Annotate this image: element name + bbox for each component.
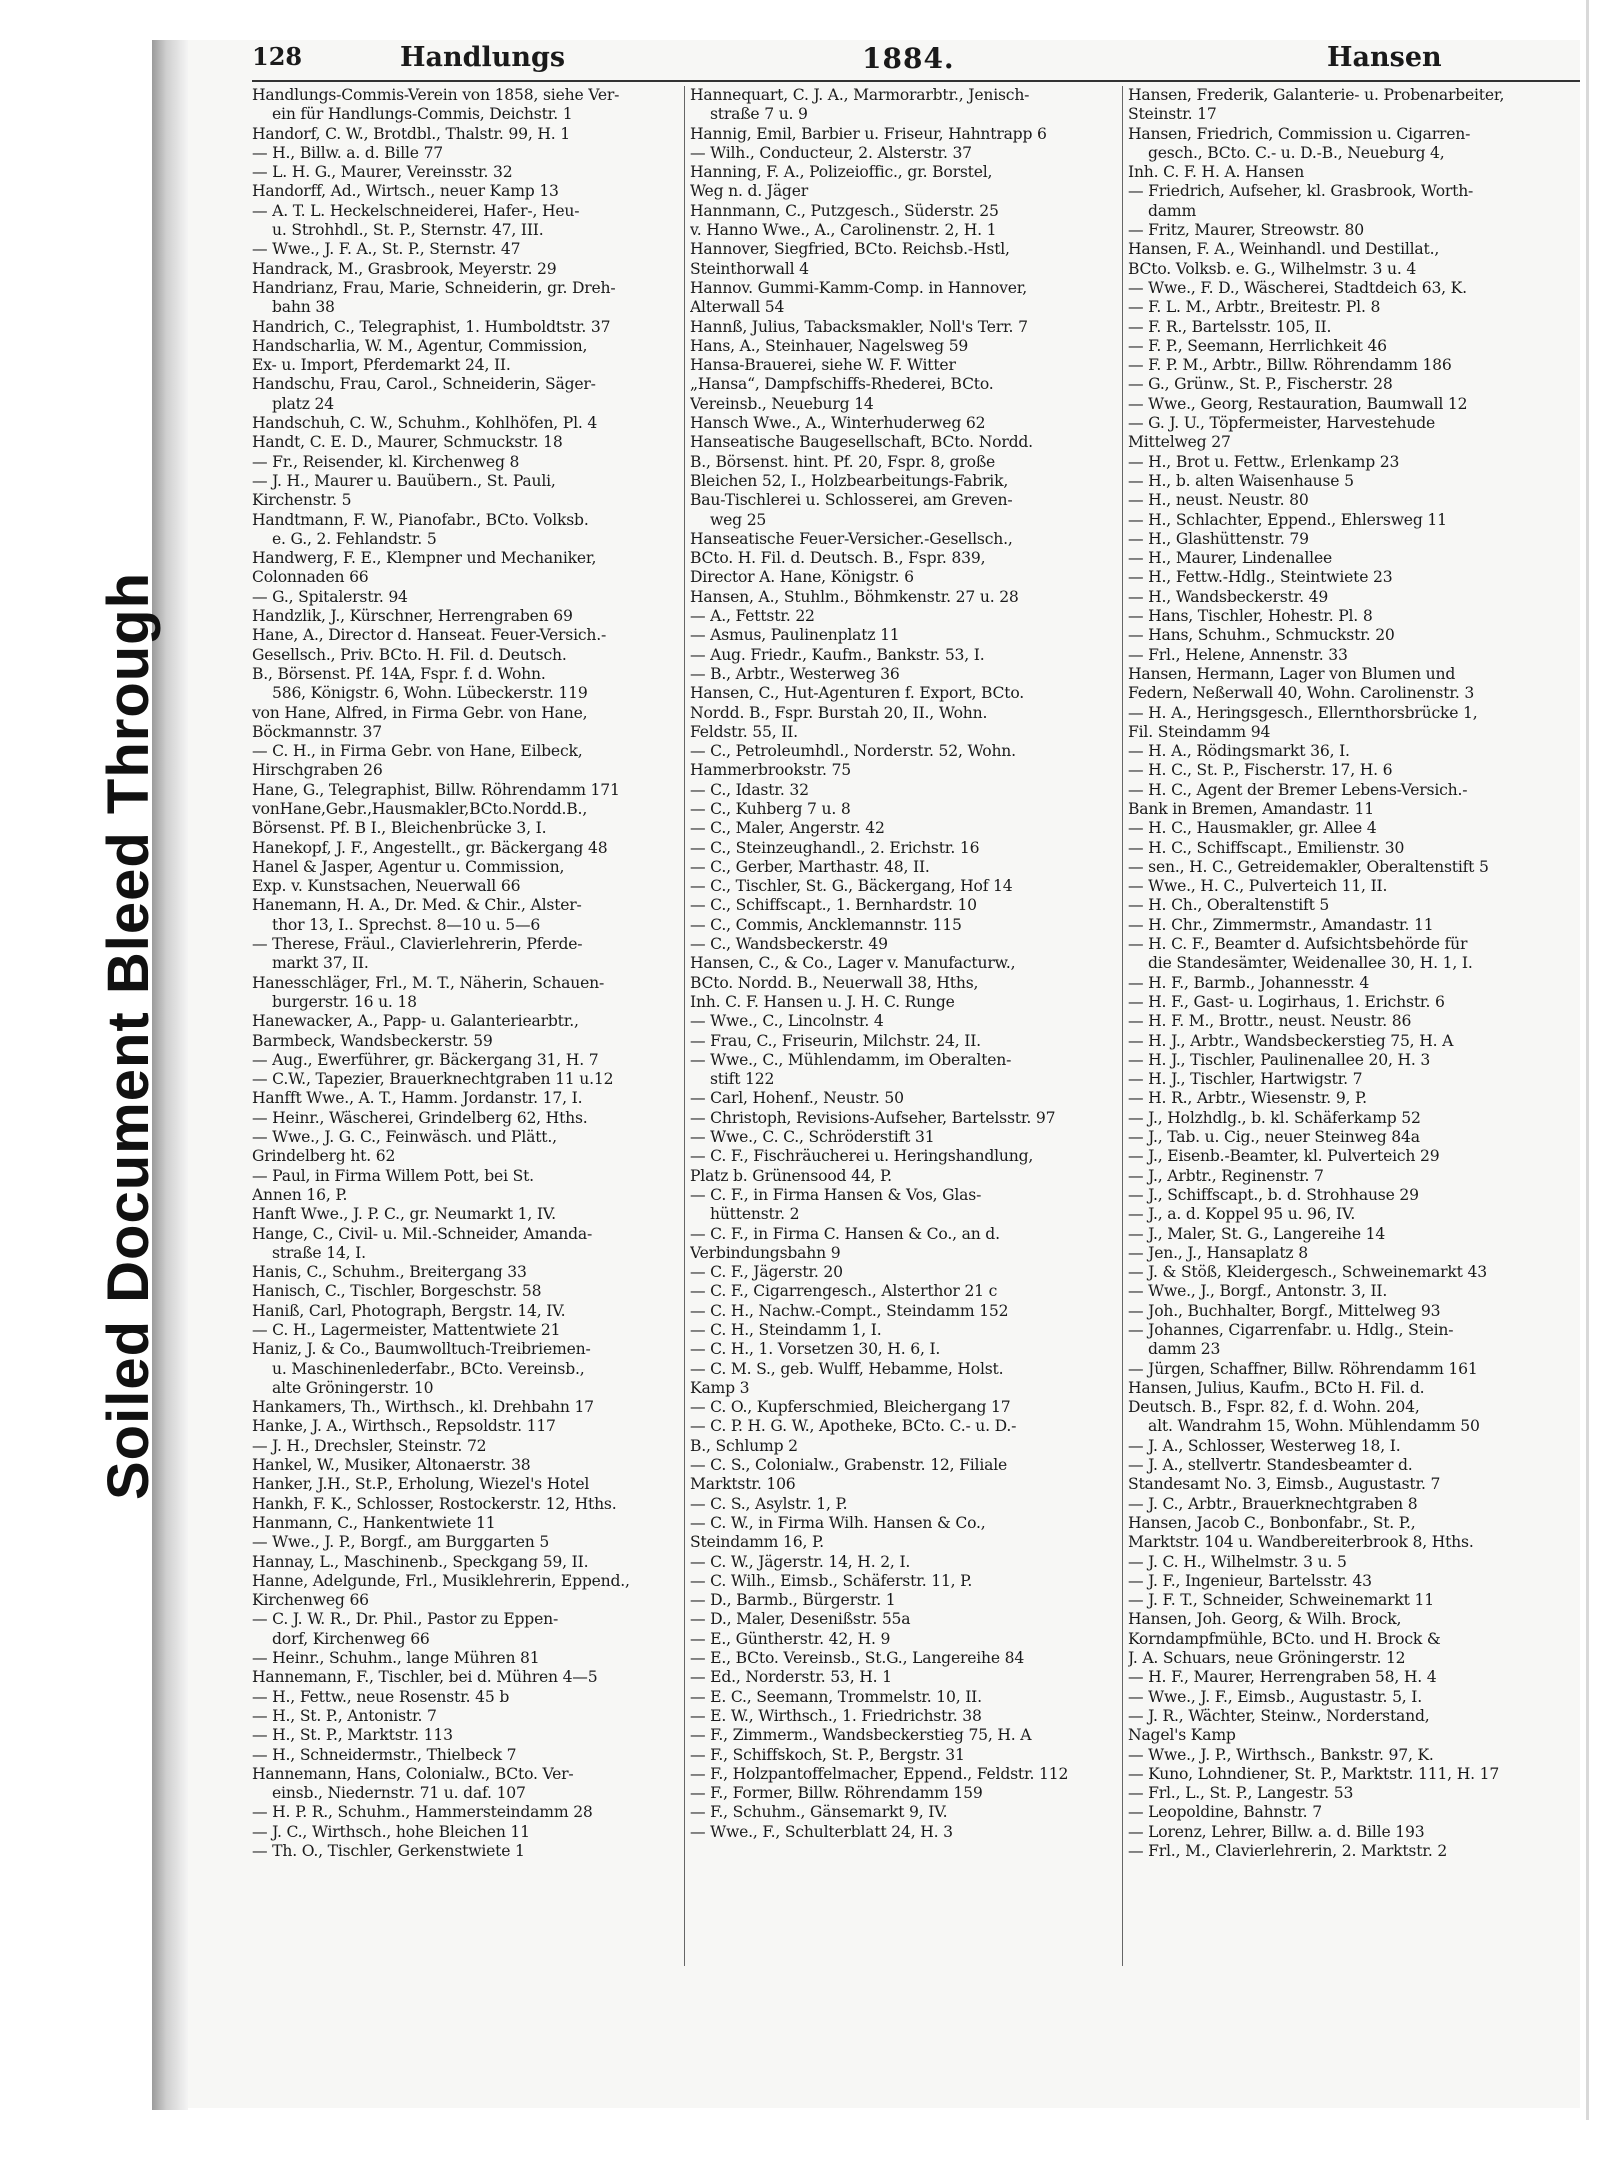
directory-entry-line: Hanewacker, A., Papp- u. Galanteriearbtr.,: [252, 1012, 579, 1031]
directory-entry-line: — H. C., Schiffscapt., Emilienstr. 30: [1128, 838, 1405, 857]
directory-entry-line: — E. C., Seemann, Trommelstr. 10, II.: [690, 1687, 982, 1706]
directory-entry-line: — D., Barmb., Bürgerstr. 1: [690, 1591, 896, 1610]
directory-entry-line: Hansen, F. A., Weinhandl. und Destillat.,: [1128, 240, 1440, 259]
directory-entry-line: — J., Holzhdlg., b. kl. Schäferkamp 52: [1128, 1108, 1421, 1127]
directory-entry-line: Hannov. Gummi-Kamm-Comp. in Hannover,: [690, 278, 1028, 297]
directory-entry-line: — A., Fettstr. 22: [690, 607, 815, 626]
directory-entry-line: u. Strohhdl., St. P., Sternstr. 47, III.: [272, 221, 544, 240]
directory-entry-line: — G., Spitalerstr. 94: [252, 587, 408, 606]
directory-entry-line: Handrack, M., Grasbrook, Meyerstr. 29: [252, 259, 557, 278]
directory-entry-line: — Therese, Fräul., Clavierlehrerin, Pferde-: [252, 935, 583, 954]
directory-entry-line: Hammerbrookstr. 75: [690, 761, 851, 780]
directory-entry-line: alte Gröningerstr. 10: [272, 1378, 434, 1397]
directory-entry-line: — H. C., St. P., Fischerstr. 17, H. 6: [1128, 761, 1393, 780]
directory-entry-line: — C. P. H. G. W., Apotheke, BCto. C.- u. D.-: [690, 1417, 1017, 1436]
directory-entry-line: Marktstr. 104 u. Wandbereiterbrook 8, Hths.: [1128, 1533, 1474, 1552]
directory-entry-line: Hansen, Hermann, Lager von Blumen und: [1128, 664, 1456, 683]
directory-entry-line: — J. H., Maurer u. Bauübern., St. Pauli,: [252, 471, 556, 490]
directory-entry-line: Hankh, F. K., Schlosser, Rostockerstr. 12, Hths.: [252, 1494, 617, 1513]
directory-entry-line: Hanemann, H. A., Dr. Med. & Chir., Alster-: [252, 896, 582, 915]
directory-entry-line: — Leopoldine, Bahnstr. 7: [1128, 1803, 1322, 1822]
directory-entry-line: — J. C. H., Wilhelmstr. 3 u. 5: [1128, 1552, 1347, 1571]
directory-entry-line: bahn 38: [272, 298, 335, 317]
directory-entry-line: — H. F., Maurer, Herrengraben 58, H. 4: [1128, 1668, 1437, 1687]
directory-entry-line: — J. A., Schlosser, Westerweg 18, I.: [1128, 1436, 1401, 1455]
directory-entry-line: — C. W., Jägerstr. 14, H. 2, I.: [690, 1552, 911, 1571]
directory-entry-line: Hanke, J. A., Wirthsch., Repsoldstr. 117: [252, 1417, 556, 1436]
directory-entry-line: — H. A., Heringsgesch., Ellernthorsbrücke 1,: [1128, 703, 1478, 722]
directory-entry-line: Colonnaden 66: [252, 568, 369, 587]
directory-entry-line: — F., Zimmerm., Wandsbeckerstieg 75, H. A: [690, 1726, 1032, 1745]
directory-entry-line: thor 13, I.. Sprechst. 8—10 u. 5—6: [272, 915, 541, 934]
directory-entry-line: Hanker, J.H., St.P., Erholung, Wiezel's Hotel: [252, 1475, 590, 1494]
directory-entry-line: Federn, Neßerwall 40, Wohn. Carolinenstr. 3: [1128, 684, 1475, 703]
directory-entry-line: Hannequart, C. J. A., Marmorarbtr., Jenisch-: [690, 86, 1030, 104]
directory-entry-line: — Wwe., F. D., Wäscherei, Stadtdeich 63, K.: [1128, 278, 1467, 297]
directory-entry-line: — Wilh., Conducteur, 2. Alsterstr. 37: [690, 143, 972, 162]
directory-entry-line: — J. A., stellvertr. Standesbeamter d.: [1128, 1456, 1413, 1475]
directory-entry-line: — Jen., J., Hansaplatz 8: [1128, 1243, 1308, 1262]
directory-entry-line: — G. J. U., Töpfermeister, Harvestehude: [1128, 414, 1436, 433]
directory-entry-line: — Kuno, Lohndiener, St. P., Marktstr. 111, H. 17: [1128, 1764, 1500, 1783]
directory-entry-line: — F., Schiffskoch, St. P., Bergstr. 31: [690, 1745, 965, 1764]
directory-entry-line: straße 7 u. 9: [710, 105, 808, 124]
directory-entry-line: — Wwe., C. C., Schröderstift 31: [690, 1128, 935, 1147]
column-divider: [684, 86, 685, 1966]
directory-entry-line: — H., Wandsbeckerstr. 49: [1128, 587, 1329, 606]
directory-entry-line: BCto. Volksb. e. G., Wilhelmstr. 3 u. 4: [1128, 259, 1417, 278]
directory-entry-line: Handorff, Ad., Wirtsch., neuer Kamp 13: [252, 182, 559, 201]
directory-entry-line: — Th. O., Tischler, Gerkenstwiete 1: [252, 1842, 525, 1861]
directory-entry-line: — Wwe., F., Schulterblatt 24, H. 3: [690, 1822, 953, 1841]
directory-entry-line: Handt, C. E. D., Maurer, Schmuckstr. 18: [252, 433, 563, 452]
directory-entry-line: — Paul, in Firma Willem Pott, bei St.: [252, 1166, 534, 1185]
directory-entry-line: einsb., Niedernstr. 71 u. daf. 107: [272, 1784, 526, 1803]
directory-entry-line: Kirchenstr. 5: [252, 491, 352, 510]
directory-entry-line: — Johannes, Cigarrenfabr. u. Hdlg., Stein-: [1128, 1321, 1454, 1339]
directory-entry-line: Hannemann, Hans, Colonialw., BCto. Ver-: [252, 1764, 574, 1783]
directory-entry-line: — C. F., Jägerstr. 20: [690, 1263, 843, 1282]
directory-entry-line: Bleichen 52, I., Holzbearbeitungs-Fabrik,: [690, 471, 1009, 490]
directory-entry-line: — E., BCto. Vereinsb., St.G., Langereihe 84: [690, 1649, 1025, 1668]
directory-entry-line: Haniß, Carl, Photograph, Bergstr. 14, IV.: [252, 1301, 566, 1320]
directory-entry-line: — H., Fettw., neue Rosenstr. 45 b: [252, 1687, 510, 1706]
directory-entry-line: Hansen, Joh. Georg, & Wilh. Brock,: [1128, 1610, 1402, 1629]
directory-entry-line: platz 24: [272, 394, 334, 413]
directory-entry-line: — C. H., Steindamm 1, I.: [690, 1321, 882, 1339]
directory-entry-line: — C. F., in Firma Hansen & Vos, Glas-: [690, 1185, 982, 1204]
header-right-word: Hansen: [1327, 42, 1442, 73]
directory-entry-line: — F., Schuhm., Gänsemarkt 9, IV.: [690, 1803, 948, 1822]
directory-entry-line: Verbindungsbahn 9: [690, 1243, 841, 1262]
directory-entry-line: — Wwe., C., Mühlendamm, im Oberalten-: [690, 1050, 1012, 1069]
directory-entry-line: BCto. H. Fil. d. Deutsch. B., Fspr. 839,: [690, 549, 986, 568]
directory-entry-line: — J. C., Arbtr., Brauerknechtgraben 8: [1128, 1494, 1418, 1513]
directory-entry-line: — Wwe., J., Borgf., Antonstr. 3, II.: [1128, 1282, 1388, 1301]
directory-entry-line: — Jürgen, Schaffner, Billw. Röhrendamm 161: [1128, 1359, 1478, 1378]
directory-entry-line: — B., Arbtr., Westerweg 36: [690, 664, 900, 683]
directory-entry-line: — Aug., Ewerführer, gr. Bäckergang 31, H. 7: [252, 1050, 599, 1069]
directory-entry-line: Exp. v. Kunstsachen, Neuerwall 66: [252, 877, 521, 896]
directory-entry-line: Steindamm 16, P.: [690, 1533, 824, 1552]
directory-entry-line: Bank in Bremen, Amandastr. 11: [1128, 799, 1374, 818]
directory-entry-line: hüttenstr. 2: [710, 1205, 800, 1224]
directory-entry-line: — H., Schneidermstr., Thielbeck 7: [252, 1745, 517, 1764]
directory-entry-line: — Heinr., Schuhm., lange Mühren 81: [252, 1649, 540, 1668]
directory-column-right: [1128, 86, 1580, 2076]
directory-entry-line: — H., St. P., Marktstr. 113: [252, 1726, 453, 1745]
directory-entry-line: Handlungs-Commis-Verein von 1858, siehe Ver-: [252, 86, 620, 104]
directory-entry-line: — C. S., Asylstr. 1, P.: [690, 1494, 848, 1513]
directory-entry-line: v. Hanno Wwe., A., Carolinenstr. 2, H. 1: [690, 221, 997, 240]
directory-entry-line: — C., Maler, Angerstr. 42: [690, 819, 885, 838]
directory-entry-line: Handschu, Frau, Carol., Schneiderin, Säger-: [252, 375, 596, 394]
directory-entry-line: BCto. Nordd. B., Neuerwall 38, Hths,: [690, 973, 979, 992]
directory-entry-line: — Hans, Tischler, Hohestr. Pl. 8: [1128, 607, 1373, 626]
directory-entry-line: Hankel, W., Musiker, Altonaerstr. 38: [252, 1456, 531, 1475]
directory-entry-line: ein für Handlungs-Commis, Deichstr. 1: [272, 105, 573, 124]
directory-entry-line: straße 14, I.: [272, 1243, 366, 1262]
directory-entry-line: — F., Former, Billw. Röhrendamm 159: [690, 1784, 983, 1803]
directory-entry-line: — C. H., in Firma Gebr. von Hane, Eilbeck,: [252, 742, 583, 761]
page-header: [252, 42, 1582, 82]
directory-entry-line: — J., Schiffscapt., b. d. Strohhause 29: [1128, 1185, 1419, 1204]
directory-entry-line: Handrianz, Frau, Marie, Schneiderin, gr. Dreh-: [252, 278, 616, 297]
directory-entry-line: — H. Chr., Zimmermstr., Amandastr. 11: [1128, 915, 1434, 934]
directory-entry-line: — C., Schiffscapt., 1. Bernhardstr. 10: [690, 896, 977, 915]
directory-entry-line: Deutsch. B., Fspr. 82, f. d. Wohn. 204,: [1128, 1398, 1420, 1417]
directory-entry-line: — H. C. F., Beamter d. Aufsichtsbehörde für: [1128, 935, 1468, 954]
directory-entry-line: — F. L. M., Arbtr., Breitestr. Pl. 8: [1128, 298, 1381, 317]
directory-entry-line: — C., Commis, Ancklemannstr. 115: [690, 915, 962, 934]
directory-entry-line: Vereinsb., Neueburg 14: [690, 394, 874, 413]
directory-entry-line: Hanesschläger, Frl., M. T., Näherin, Schauen-: [252, 973, 605, 992]
scan-quality-stamp: [55, 420, 161, 1500]
directory-entry-line: Hansen, Jacob C., Bonbonfabr., St. P.,: [1128, 1513, 1416, 1532]
directory-entry-line: — C. F., Cigarrengesch., Alsterthor 21 c: [690, 1282, 998, 1301]
directory-entry-line: — Aug. Friedr., Kaufm., Bankstr. 53, I.: [690, 645, 985, 664]
directory-entry-line: u. Maschinenlederfabr., BCto. Vereinsb.,: [272, 1359, 585, 1378]
directory-entry-line: Korndampfmühle, BCto. und H. Brock &: [1128, 1629, 1441, 1648]
directory-entry-line: — F. P., Seemann, Herrlichkeit 46: [1128, 336, 1387, 355]
directory-entry-line: — Fr., Reisender, kl. Kirchenweg 8: [252, 452, 520, 471]
header-rule: [252, 80, 1580, 82]
directory-entry-line: — C. M. S., geb. Wulff, Hebamme, Holst.: [690, 1359, 1004, 1378]
directory-entry-line: markt 37, II.: [272, 954, 369, 973]
directory-entry-line: die Standesämter, Weidenallee 30, H. 1, I.: [1148, 954, 1473, 973]
directory-entry-line: — H., Maurer, Lindenallee: [1128, 549, 1333, 568]
directory-entry-line: Bau-Tischlerei u. Schlosserei, am Greven-: [690, 491, 1013, 510]
directory-entry-line: Hanning, F. A., Polizeioffic., gr. Borstel,: [690, 163, 993, 182]
directory-entry-line: Annen 16, P.: [252, 1185, 348, 1204]
directory-entry-line: Platz b. Grünensood 44, P.: [690, 1166, 892, 1185]
directory-entry-line: — Joh., Buchhalter, Borgf., Mittelweg 93: [1128, 1301, 1441, 1320]
directory-entry-line: — C., Idastr. 32: [690, 780, 809, 799]
directory-entry-line: damm: [1148, 201, 1197, 220]
directory-entry-line: J. A. Schuars, neue Gröningerstr. 12: [1128, 1649, 1406, 1668]
directory-entry-line: — J., Eisenb.-Beamter, kl. Pulverteich 29: [1128, 1147, 1440, 1166]
directory-entry-line: Hanmann, C., Hankentwiete 11: [252, 1513, 496, 1532]
directory-entry-line: — Frl., Helene, Annenstr. 33: [1128, 645, 1348, 664]
directory-entry-line: — H. F., Gast- u. Logirhaus, 1. Erichstr. 6: [1128, 992, 1445, 1011]
directory-entry-line: — Heinr., Wäscherei, Grindelberg 62, Hths.: [252, 1108, 588, 1127]
directory-entry-line: — Wwe., Georg, Restauration, Baumwall 12: [1128, 394, 1468, 413]
directory-entry-line: — J. & Stöß, Kleidergesch., Schweinemarkt 43: [1128, 1263, 1487, 1282]
directory-entry-line: — C., Tischler, St. G., Bäckergang, Hof 14: [690, 877, 1013, 896]
directory-entry-line: Hane, A., Director d. Hanseat. Feuer-Versich.-: [252, 626, 607, 645]
directory-entry-line: stift 122: [710, 1070, 775, 1089]
header-left-word: Handlungs: [400, 42, 566, 73]
directory-entry-line: Hankamers, Th., Wirthsch., kl. Drehbahn 17: [252, 1398, 594, 1417]
directory-entry-line: Handzlik, J., Kürschner, Herrengraben 69: [252, 607, 573, 626]
directory-entry-line: Hanisch, C., Tischler, Borgeschstr. 58: [252, 1282, 542, 1301]
directory-entry-line: — H. J., Tischler, Paulinenallee 20, H. 3: [1128, 1050, 1431, 1069]
directory-entry-line: — Ed., Norderstr. 53, H. 1: [690, 1668, 892, 1687]
directory-entry-line: — C., Petroleumhdl., Norderstr. 52, Wohn.: [690, 742, 1016, 761]
directory-entry-line: Hans, A., Steinhauer, Nagelsweg 59: [690, 336, 969, 355]
directory-entry-line: — Lorenz, Lehrer, Billw. a. d. Bille 193: [1128, 1822, 1425, 1841]
directory-entry-line: — Carl, Hohenf., Neustr. 50: [690, 1089, 904, 1108]
directory-entry-line: Hirschgraben 26: [252, 761, 383, 780]
directory-entry-line: — F. R., Bartelsstr. 105, II.: [1128, 317, 1332, 336]
directory-entry-line: — C., Gerber, Marthastr. 48, II.: [690, 857, 930, 876]
directory-entry-line: — Wwe., C., Lincolnstr. 4: [690, 1012, 884, 1031]
directory-entry-line: — H. A., Rödingsmarkt 36, I.: [1128, 742, 1350, 761]
directory-entry-line: — J., Tab. u. Cig., neuer Steinweg 84a: [1128, 1128, 1420, 1147]
directory-entry-line: Handwerg, F. E., Klempner und Mechaniker,: [252, 549, 597, 568]
directory-entry-line: Hane, G., Telegraphist, Billw. Röhrendamm 171: [252, 780, 620, 799]
directory-entry-line: Kirchenweg 66: [252, 1591, 369, 1610]
directory-entry-line: B., Schlump 2: [690, 1436, 798, 1455]
directory-entry-line: Haniz, J. & Co., Baumwolltuch-Treibriemen-: [252, 1340, 591, 1359]
directory-entry-line: — Fritz, Maurer, Streowstr. 80: [1128, 221, 1364, 240]
directory-entry-line: — C. O., Kupferschmied, Bleichergang 17: [690, 1398, 1011, 1417]
directory-entry-line: — H., Fettw.-Hdlg., Steintwiete 23: [1128, 568, 1393, 587]
directory-entry-line: Ex- u. Import, Pferdemarkt 24, II.: [252, 356, 511, 375]
directory-entry-line: Handrich, C., Telegraphist, 1. Humboldtstr. 37: [252, 317, 611, 336]
directory-entry-line: — H., neust. Neustr. 80: [1128, 491, 1309, 510]
directory-entry-line: — H., Billw. a. d. Bille 77: [252, 143, 444, 162]
directory-entry-line: Hanseatische Baugesellschaft, BCto. Nordd.: [690, 433, 1033, 452]
directory-entry-line: Hannover, Siegfried, BCto. Reichsb.-Hstl,: [690, 240, 1010, 259]
directory-entry-line: Hanne, Adelgunde, Frl., Musiklehrerin, Eppend.,: [252, 1571, 630, 1590]
directory-entry-line: Steinthorwall 4: [690, 259, 809, 278]
directory-column-middle: [690, 86, 1118, 2076]
directory-entry-line: — H. P. R., Schuhm., Hammersteindamm 28: [252, 1803, 593, 1822]
directory-entry-line: Alterwall 54: [690, 298, 785, 317]
directory-entry-line: Hannemann, F., Tischler, bei d. Mühren 4—5: [252, 1668, 598, 1687]
directory-entry-line: — C., Kuhberg 7 u. 8: [690, 799, 851, 818]
directory-entry-line: — H. J., Arbtr., Wandsbeckerstieg 75, H. A: [1128, 1031, 1454, 1050]
directory-entry-line: — J., a. d. Koppel 95 u. 96, IV.: [1128, 1205, 1356, 1224]
directory-entry-line: „Hansa“, Dampfschiffs-Rhederei, BCto.: [690, 375, 994, 394]
directory-entry-line: Hannmann, C., Putzgesch., Süderstr. 25: [690, 201, 999, 220]
directory-entry-line: — J. C., Wirthsch., hohe Bleichen 11: [252, 1822, 530, 1841]
directory-entry-line: — C. H., Nachw.-Compt., Steindamm 152: [690, 1301, 1009, 1320]
directory-entry-line: — C. F., in Firma C. Hansen & Co., an d.: [690, 1224, 1000, 1243]
directory-entry-line: Handscharlia, W. M., Agentur, Commission,: [252, 336, 588, 355]
directory-entry-line: — Wwe., J. P., Wirthsch., Bankstr. 97, K.: [1128, 1745, 1434, 1764]
directory-entry-line: — C. H., Lagermeister, Mattentwiete 21: [252, 1321, 561, 1339]
directory-entry-line: Standesamt No. 3, Eimsb., Augustastr. 7: [1128, 1475, 1441, 1494]
directory-entry-line: — C. Wilh., Eimsb., Schäferstr. 11, P.: [690, 1571, 973, 1590]
directory-entry-line: — E. W., Wirthsch., 1. Friedrichstr. 38: [690, 1706, 982, 1725]
directory-entry-line: Hange, C., Civil- u. Mil.-Schneider, Amanda-: [252, 1224, 593, 1243]
directory-entry-line: — Frl., M., Clavierlehrerin, 2. Marktstr. 2: [1128, 1842, 1448, 1861]
directory-entry-line: 586, Königstr. 6, Wohn. Lübeckerstr. 119: [272, 684, 588, 703]
directory-entry-line: burgerstr. 16 u. 18: [272, 992, 417, 1011]
directory-entry-line: — H. C., Hausmakler, gr. Allee 4: [1128, 819, 1377, 838]
directory-entry-line: Hanft Wwe., J. P. C., gr. Neumarkt 1, IV.: [252, 1205, 556, 1224]
directory-entry-line: — Wwe., J. G. C., Feinwäsch. und Plätt.,: [252, 1128, 557, 1147]
directory-entry-line: Börsenst. Pf. B I., Bleichenbrücke 3, I.: [252, 819, 547, 838]
directory-entry-line: — Wwe., J. F., Eimsb., Augustastr. 5, I.: [1128, 1687, 1423, 1706]
directory-entry-line: — H. J., Tischler, Hartwigstr. 7: [1128, 1070, 1363, 1089]
stamp-text: Soiled Document Bleed Through: [96, 571, 161, 1500]
directory-entry-line: — C. S., Colonialw., Grabenstr. 12, Filiale: [690, 1456, 1008, 1475]
directory-entry-line: — D., Maler, Desenißstr. 55a: [690, 1610, 911, 1629]
directory-entry-line: vonHane,Gebr.,Hausmakler,BCto.Nordd.B.,: [252, 799, 588, 818]
directory-entry-line: Inh. C. F. H. A. Hansen: [1128, 163, 1305, 182]
directory-entry-line: — H. C., Agent der Bremer Lebens-Versich.-: [1128, 780, 1468, 799]
directory-entry-line: alt. Wandrahm 15, Wohn. Mühlendamm 50: [1148, 1417, 1480, 1436]
directory-entry-line: Hansen, C., Hut-Agenturen f. Export, BCto.: [690, 684, 1024, 703]
directory-entry-line: — J. H., Drechsler, Steinstr. 72: [252, 1436, 487, 1455]
directory-entry-line: Hanfft Wwe., A. T., Hamm. Jordanstr. 17, I.: [252, 1089, 583, 1108]
directory-entry-line: Handschuh, C. W., Schuhm., Kohlhöfen, Pl. 4: [252, 414, 598, 433]
directory-entry-line: — C. H., 1. Vorsetzen 30, H. 6, I.: [690, 1340, 941, 1359]
directory-entry-line: — J. F. T., Schneider, Schweinemarkt 11: [1128, 1591, 1434, 1610]
directory-entry-line: — Asmus, Paulinenplatz 11: [690, 626, 900, 645]
directory-entry-line: — Frau, C., Friseurin, Milchstr. 24, II.: [690, 1031, 981, 1050]
directory-entry-line: — C. F., Fischräucherei u. Heringshandlung,: [690, 1147, 1034, 1166]
directory-entry-line: — Christoph, Revisions-Aufseher, Bartelsstr. 97: [690, 1108, 1056, 1127]
directory-entry-line: Handorf, C. W., Brotdbl., Thalstr. 99, H. 1: [252, 124, 570, 143]
directory-entry-line: — H. R., Arbtr., Wiesenstr. 9, P.: [1128, 1089, 1367, 1108]
directory-entry-line: Grindelberg ht. 62: [252, 1147, 396, 1166]
directory-entry-line: — F., Holzpantoffelmacher, Eppend., Feldstr. 112: [690, 1764, 1069, 1783]
directory-entry-line: Gesellsch., Priv. BCto. H. Fil. d. Deutsch.: [252, 645, 567, 664]
directory-column-left: [252, 86, 680, 2076]
directory-entry-line: Nordd. B., Fspr. Burstah 20, II., Wohn.: [690, 703, 988, 722]
directory-entry-line: — F. P. M., Arbtr., Billw. Röhrendamm 186: [1128, 356, 1452, 375]
directory-entry-line: — L. H. G., Maurer, Vereinsstr. 32: [252, 163, 513, 182]
directory-entry-line: Hanseatische Feuer-Versicher.-Gesellsch.,: [690, 529, 1013, 548]
page-number: 128: [252, 42, 303, 71]
directory-entry-line: — J., Maler, St. G., Langereihe 14: [1128, 1224, 1386, 1243]
directory-entry-line: — G., Grünw., St. P., Fischerstr. 28: [1128, 375, 1393, 394]
directory-entry-line: — H., Brot u. Fettw., Erlenkamp 23: [1128, 452, 1400, 471]
directory-entry-line: Hanekopf, J. F., Angestellt., gr. Bäckergang 48: [252, 838, 608, 857]
directory-entry-line: Hansen, Frederik, Galanterie- u. Probenarbeiter,: [1128, 86, 1505, 104]
directory-entry-line: — J. R., Wächter, Steinw., Norderstand,: [1128, 1706, 1430, 1725]
directory-entry-line: Hansen, C., & Co., Lager v. Manufacturw.,: [690, 954, 1016, 973]
directory-entry-line: — E., Güntherstr. 42, H. 9: [690, 1629, 891, 1648]
directory-entry-line: Hansa-Brauerei, siehe W. F. Witter: [690, 356, 956, 375]
directory-entry-line: Barmbeck, Wandsbeckerstr. 59: [252, 1031, 493, 1050]
directory-entry-line: Director A. Hane, Königstr. 6: [690, 568, 914, 587]
directory-entry-line: dorf, Kirchenweg 66: [272, 1629, 430, 1648]
directory-entry-line: Böckmannstr. 37: [252, 722, 382, 741]
directory-entry-line: Kamp 3: [690, 1378, 750, 1397]
directory-entry-line: — Frl., L., St. P., Langestr. 53: [1128, 1784, 1354, 1803]
directory-entry-line: Hansch Wwe., A., Winterhuderweg 62: [690, 414, 986, 433]
directory-entry-line: — Wwe., H. C., Pulverteich 11, II.: [1128, 877, 1388, 896]
directory-entry-line: — C. W., in Firma Wilh. Hansen & Co.,: [690, 1513, 986, 1532]
directory-entry-line: — Friedrich, Aufseher, kl. Grasbrook, Worth-: [1128, 182, 1474, 201]
directory-entry-line: Weg n. d. Jäger: [690, 182, 808, 201]
directory-entry-line: — J., Arbtr., Reginenstr. 7: [1128, 1166, 1324, 1185]
directory-entry-line: Handtmann, F. W., Pianofabr., BCto. Volksb.: [252, 510, 589, 529]
directory-entry-line: Hansen, Friedrich, Commission u. Cigarren-: [1128, 124, 1471, 143]
directory-entry-line: — H. F., Barmb., Johannesstr. 4: [1128, 973, 1370, 992]
directory-entry-line: Steinstr. 17: [1128, 105, 1217, 124]
directory-entry-line: Hannay, L., Maschinenb., Speckgang 59, II.: [252, 1552, 589, 1571]
directory-entry-line: Mittelweg 27: [1128, 433, 1231, 452]
directory-entry-line: — H. F. M., Brottr., neust. Neustr. 86: [1128, 1012, 1412, 1031]
directory-entry-line: B., Börsenst. hint. Pf. 20, Fspr. 8, große: [690, 452, 996, 471]
directory-entry-line: — H., Glashüttenstr. 79: [1128, 529, 1309, 548]
directory-entry-line: Feldstr. 55, II.: [690, 722, 798, 741]
directory-entry-line: Nagel's Kamp: [1128, 1726, 1236, 1745]
directory-entry-line: — H., Schlachter, Eppend., Ehlersweg 11: [1128, 510, 1447, 529]
directory-entry-line: Hanis, C., Schuhm., Breitergang 33: [252, 1263, 527, 1282]
directory-entry-line: Hansen, Julius, Kaufm., BCto H. Fil. d.: [1128, 1378, 1425, 1397]
directory-entry-line: B., Börsenst. Pf. 14A, Fspr. f. d. Wohn.: [252, 664, 546, 683]
directory-entry-line: — C. J. W. R., Dr. Phil., Pastor zu Eppen-: [252, 1610, 559, 1629]
directory-entry-line: Inh. C. F. Hansen u. J. H. C. Runge: [690, 992, 955, 1011]
column-divider: [1122, 86, 1123, 1966]
directory-entry-line: — H. Ch., Oberaltenstift 5: [1128, 896, 1330, 915]
directory-entry-line: damm 23: [1148, 1340, 1221, 1359]
directory-entry-line: Hansen, A., Stuhlm., Böhmkenstr. 27 u. 28: [690, 587, 1019, 606]
directory-entry-line: Fil. Steindamm 94: [1128, 722, 1271, 741]
directory-entry-line: Hannß, Julius, Tabacksmakler, Noll's Terr. 7: [690, 317, 1028, 336]
directory-entry-line: — Wwe., J. P., Borgf., am Burggarten 5: [252, 1533, 550, 1552]
directory-entry-line: Hanel & Jasper, Agentur u. Commission,: [252, 857, 565, 876]
directory-entry-line: gesch., BCto. C.- u. D.-B., Neueburg 4,: [1148, 143, 1445, 162]
directory-entry-line: von Hane, Alfred, in Firma Gebr. von Hane,: [252, 703, 588, 722]
directory-entry-line: — C., Wandsbeckerstr. 49: [690, 935, 888, 954]
directory-entry-line: — J. F., Ingenieur, Bartelsstr. 43: [1128, 1571, 1372, 1590]
directory-entry-line: Marktstr. 106: [690, 1475, 796, 1494]
directory-entry-line: — H., b. alten Waisenhause 5: [1128, 471, 1354, 490]
directory-entry-line: — C., Steinzeughandl., 2. Erichstr. 16: [690, 838, 980, 857]
header-year: 1884.: [862, 42, 955, 75]
directory-entry-line: weg 25: [710, 510, 767, 529]
directory-entry-line: — C.W., Tapezier, Brauerknechtgraben 11 u.12: [252, 1070, 614, 1089]
directory-entry-line: — H., St. P., Antonistr. 7: [252, 1706, 437, 1725]
directory-entry-line: e. G., 2. Fehlandstr. 5: [272, 529, 437, 548]
directory-entry-line: — Hans, Schuhm., Schmuckstr. 20: [1128, 626, 1395, 645]
directory-entry-line: — Wwe., J. F. A., St. P., Sternstr. 47: [252, 240, 521, 259]
directory-entry-line: — sen., H. C., Getreidemakler, Oberaltenstift 5: [1128, 857, 1489, 876]
directory-entry-line: Hannig, Emil, Barbier u. Friseur, Hahntrapp 6: [690, 124, 1047, 143]
directory-entry-line: — A. T. L. Heckelschneiderei, Hafer-, Heu-: [252, 201, 580, 220]
